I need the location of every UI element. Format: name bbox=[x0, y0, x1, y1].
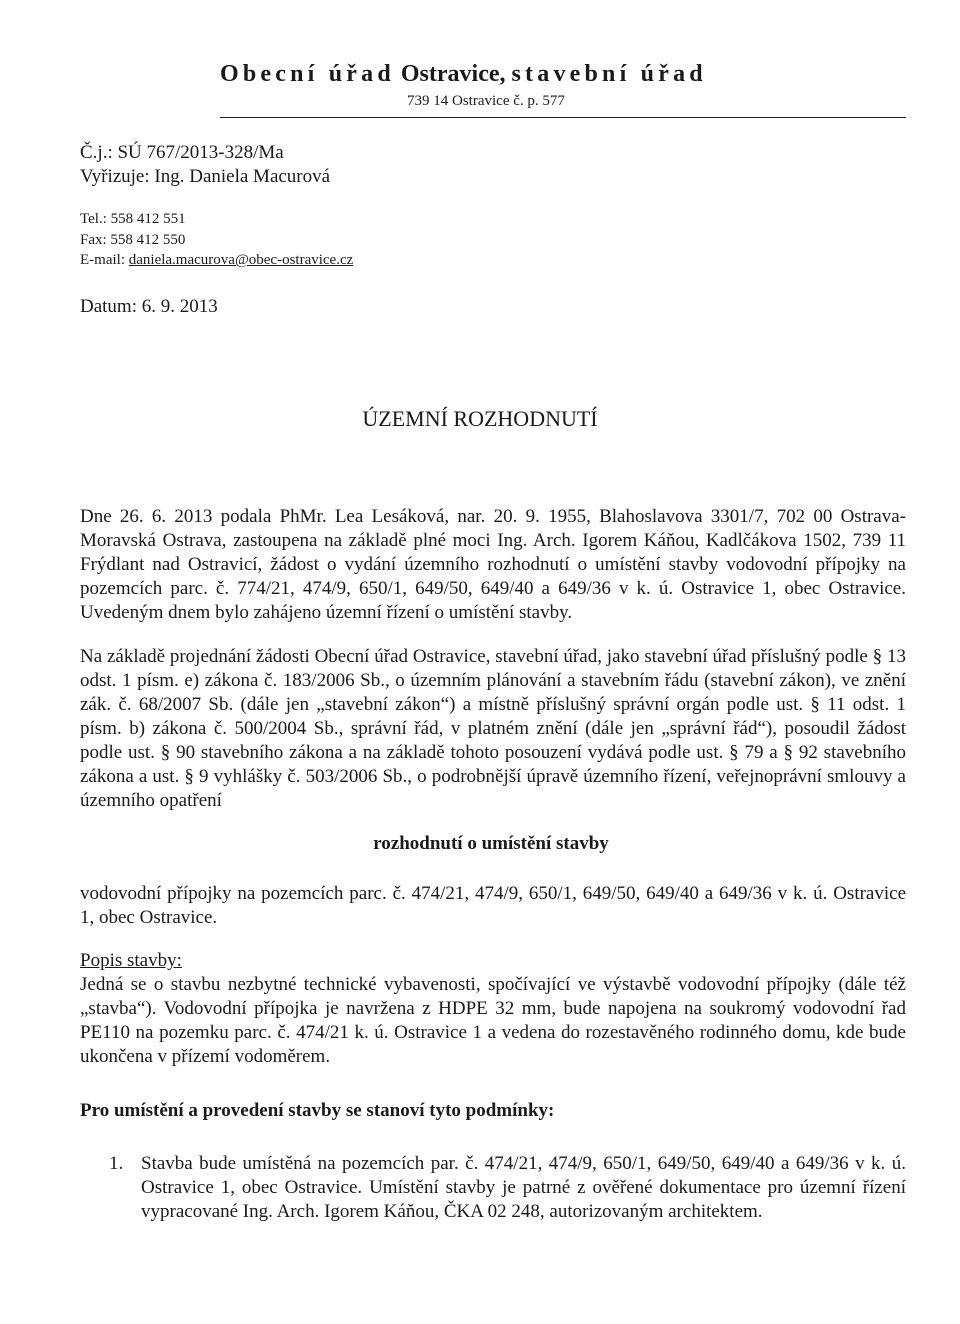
email-line bbox=[80, 253, 353, 268]
header-divider bbox=[220, 117, 906, 118]
document-heading: ÚZEMNÍ ROZHODNUTÍ bbox=[362, 406, 598, 431]
condition-number: 1. bbox=[109, 1153, 124, 1174]
reference-number: Č.j.: SÚ 767/2013-328/Ma bbox=[80, 142, 284, 163]
office-title bbox=[220, 62, 707, 86]
office-title-part2: Ostravice, bbox=[400, 61, 506, 87]
conditions-heading: Pro umístění a provedení stavby se stanoví tyto podmínky: bbox=[80, 1100, 555, 1121]
phone-number: Tel.: 558 412 551 bbox=[80, 211, 186, 227]
office-address: 739 14 Ostravice č. p. 577 bbox=[407, 93, 565, 109]
description-label: Popis stavby: bbox=[80, 950, 182, 971]
office-title-part1: Obecní úřad bbox=[220, 61, 395, 87]
document-date: Datum: 6. 9. 2013 bbox=[80, 296, 218, 317]
decision-title: rozhodnutí o umístění stavby bbox=[373, 833, 609, 854]
condition-text: Stavba bude umístěná na pozemcích par. č. 474/21, 474/9, 650/1, 649/50, 649/40 a 649/36 v k. ú. Ostravice 1, obec Ostravice. Umístění stavby je patrné z ověřené dokumentace pro územní řízení vypracované Ing. Arch. Igorem Káňou, ČKA 02 248, autorizovaným architektem. bbox=[141, 1153, 906, 1222]
legal-basis-paragraph: Na základě projednání žádosti Obecní úřad Ostravice, stavební úřad, jako stavební úřad příslušný podle § 13 odst. 1 písm. e) zákona č. 183/2006 Sb., o územním plánování a stavebním řádu (stavební zákon), ve znění zák. č. 68/2007 Sb. (dále jen „stavební zákon“) a místně příslušný správní orgán podle ust. § 11 odst. 1 písm. b) zákona č. 500/2004 Sb., správní řád, v platném znění (dále jen „správní řád“), posoudil žádost podle ust. § 90 stavebního zákona a na základě tohoto posouzení vydává podle ust. § 79 a § 92 stavebního zákona a ust. § 9 vyhlášky č. 503/2006 Sb., o podrobnější úpravě územního řízení, veřejnoprávní smlouvy a územního opatření bbox=[80, 646, 906, 811]
application-paragraph: Dne 26. 6. 2013 podala PhMr. Lea Lesáková, nar. 20. 9. 1955, Blahoslavova 3301/7, 702 00 Ostrava-Moravská Ostrava, zastoupena na základě plné moci Ing. Arch. Igorem Káňou, Kadlčákova 1502, 739 11 Frýdlant nad Ostravicí, žádost o vydání územního rozhodnutí o umístění stavby vodovodní přípojky na pozemcích parc. č. 774/21, 474/9, 650/1, 649/50, 649/40 a 649/36 v k. ú. Ostravice 1, obec Ostravice. Uvedeným dnem bylo zahájeno územní řízení o umístění stavby. bbox=[80, 506, 906, 623]
description-paragraph: Jedná se o stavbu nezbytné technické vybavenosti, spočívající ve výstavbě vodovodní přípojky (dále též „stavba“). Vodovodní přípojka je navržena z HDPE 32 mm, bude napojena na soukromý vodovodní řad PE110 na pozemku parc. č. 474/21 k. ú. Ostravice 1 a vedena do rozestavěného rodinného domu, kde bude ukončena v přízemí vodoměrem. bbox=[80, 974, 906, 1067]
fax-number: Fax: 558 412 550 bbox=[80, 232, 186, 248]
handler-name: Vyřizuje: Ing. Daniela Macurová bbox=[80, 166, 331, 187]
email-link[interactable]: daniela.macurova@obec-ostravice.cz bbox=[128, 252, 354, 268]
decision-subject-paragraph: vodovodní přípojky na pozemcích parc. č. 474/21, 474/9, 650/1, 649/50, 649/40 a 649/36 v k. ú. Ostravice 1, obec Ostravice. bbox=[80, 883, 906, 928]
office-title-part3: stavební úřad bbox=[511, 61, 707, 87]
email-label: E-mail: bbox=[80, 252, 129, 268]
